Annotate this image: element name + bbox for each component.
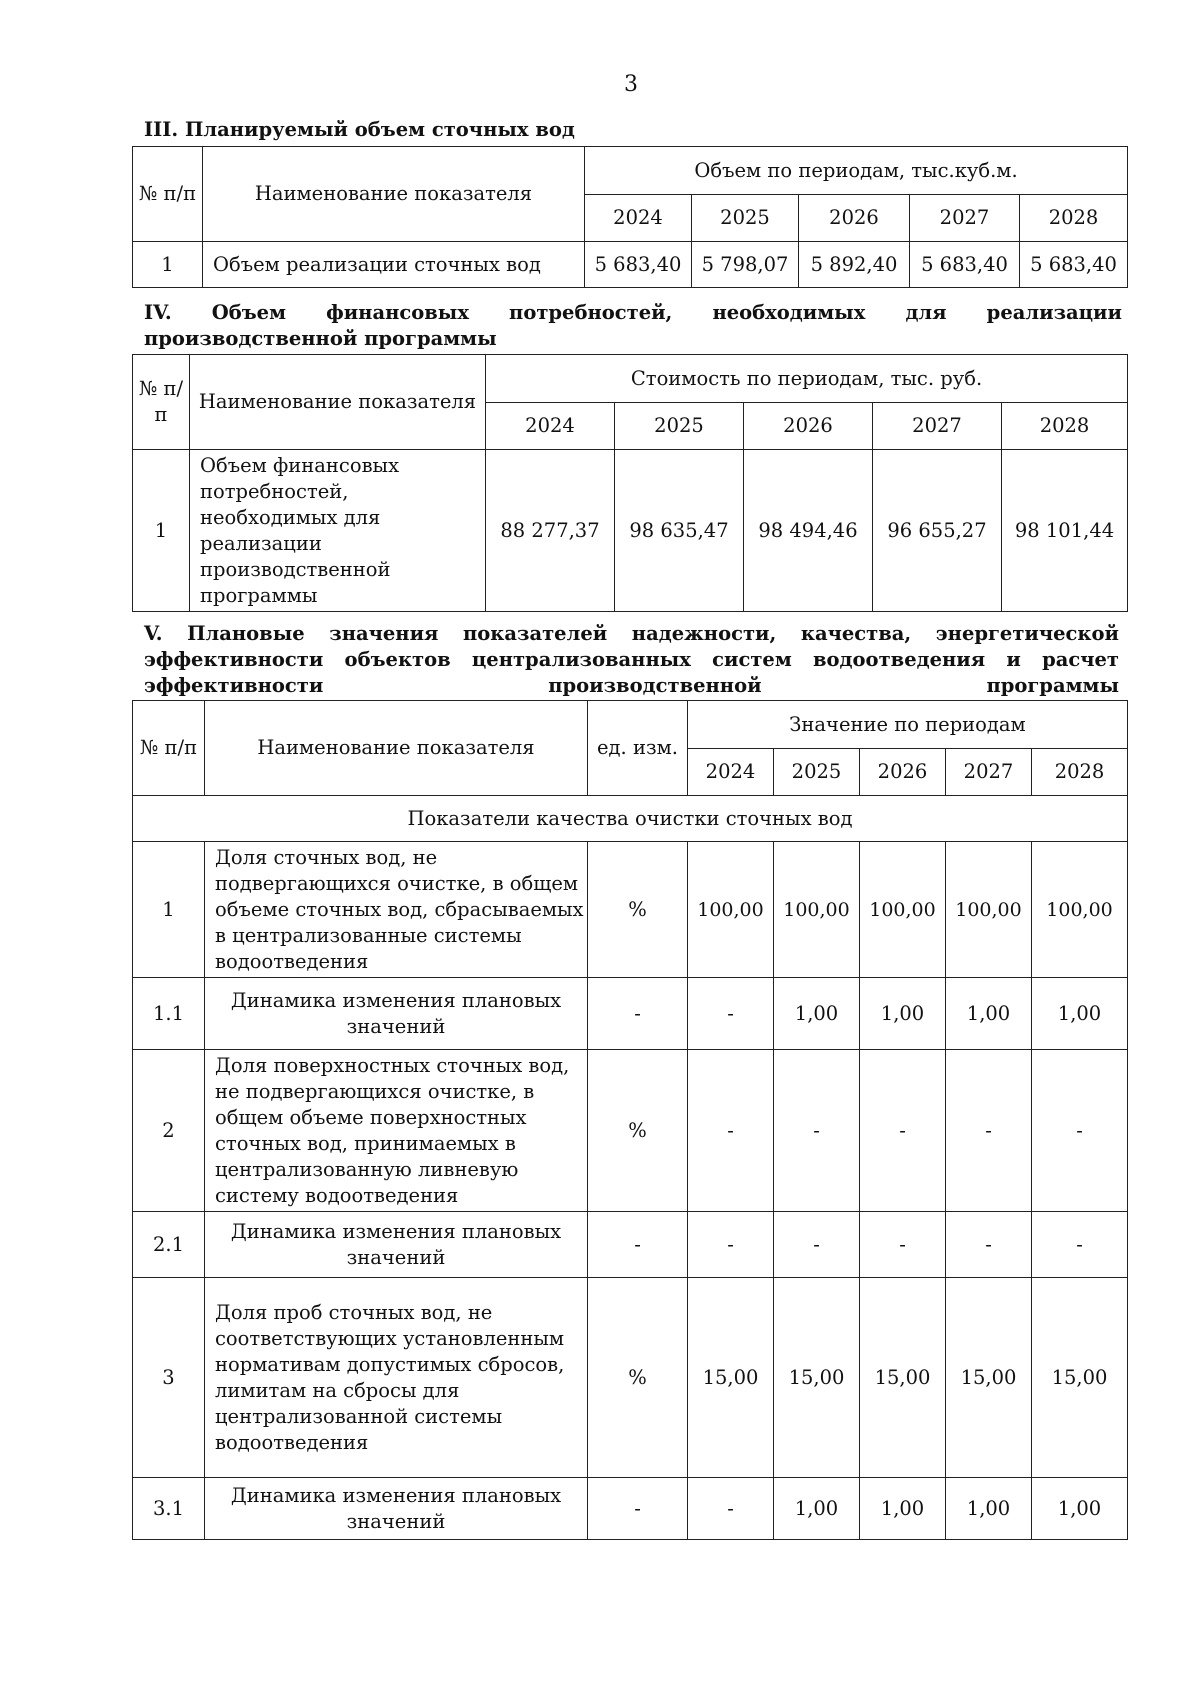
col-unit-header: ед. изм. [588, 701, 688, 796]
table-row [133, 842, 1128, 978]
row-value: 88 277,37 [486, 450, 615, 612]
row-value: 1,00 [774, 1478, 860, 1540]
row-value: 1,00 [774, 978, 860, 1050]
row-value: 15,00 [946, 1278, 1032, 1478]
row-value: - [946, 1050, 1032, 1212]
row-name: Динамика изменения плановых значений [205, 1478, 588, 1540]
year-header: 2025 [774, 749, 860, 796]
year-header: 2028 [1020, 195, 1128, 242]
table-row [133, 1478, 1128, 1540]
year-header: 2027 [873, 403, 1002, 450]
year-header: 2026 [744, 403, 873, 450]
year-header: 2024 [486, 403, 615, 450]
row-value: 1,00 [1032, 978, 1128, 1050]
row-unit: - [588, 1478, 688, 1540]
row-value: 5 683,40 [910, 242, 1020, 288]
table-row [133, 1212, 1128, 1278]
row-value: 5 798,07 [692, 242, 799, 288]
row-value: - [860, 1212, 946, 1278]
col-no-header: № п/п [133, 147, 203, 242]
row-no: 3 [133, 1278, 205, 1478]
row-unit: % [588, 842, 688, 978]
table-row [133, 1278, 1128, 1478]
row-value: 15,00 [1032, 1278, 1128, 1478]
row-no: 2 [133, 1050, 205, 1212]
row-value: 5 892,40 [799, 242, 910, 288]
row-value: 1,00 [860, 1478, 946, 1540]
row-value: 100,00 [946, 842, 1032, 978]
group-title: Показатели качества очистки сточных вод [133, 796, 1128, 842]
year-header: 2026 [799, 195, 910, 242]
row-name: Объем реализации сточных вод [203, 242, 585, 288]
row-name: Доля поверхностных сточных вод, не подвергающихся очистке, в общем объеме поверхностных сточных вод, принимаемых в централизованную ливневую систему водоотведения [205, 1050, 588, 1212]
row-unit: - [588, 1212, 688, 1278]
row-value: 15,00 [860, 1278, 946, 1478]
row-value: - [688, 978, 774, 1050]
col-name-header: Наименование показателя [190, 355, 486, 450]
row-unit: % [588, 1050, 688, 1212]
row-value: - [688, 1050, 774, 1212]
row-value: 1,00 [946, 1478, 1032, 1540]
row-name: Динамика изменения плановых значений [205, 1212, 588, 1278]
row-value: 1,00 [860, 978, 946, 1050]
year-header: 2025 [692, 195, 799, 242]
row-value: - [688, 1478, 774, 1540]
row-unit: % [588, 1278, 688, 1478]
row-name: Динамика изменения плановых значений [205, 978, 588, 1050]
col-period-header: Значение по периодам [688, 701, 1128, 749]
col-no-header: № п/п [133, 701, 205, 796]
row-value: - [688, 1212, 774, 1278]
col-no-header: № п/п [133, 355, 190, 450]
table-row [133, 242, 1128, 288]
row-value: 1,00 [1032, 1478, 1128, 1540]
row-no: 1 [133, 450, 190, 612]
row-value: - [860, 1050, 946, 1212]
row-value: 98 635,47 [615, 450, 744, 612]
row-value: - [1032, 1050, 1128, 1212]
section-5-table [132, 700, 1128, 1540]
row-value: 5 683,40 [585, 242, 692, 288]
year-header: 2028 [1032, 749, 1128, 796]
row-value: - [774, 1212, 860, 1278]
row-value: 100,00 [1032, 842, 1128, 978]
table-row [133, 978, 1128, 1050]
page-number: 3 [624, 72, 638, 97]
year-header: 2027 [946, 749, 1032, 796]
table-row [133, 450, 1128, 612]
section-3-table [132, 146, 1128, 288]
row-value: 96 655,27 [873, 450, 1002, 612]
col-period-header: Стоимость по периодам, тыс. руб. [486, 355, 1128, 403]
year-header: 2024 [585, 195, 692, 242]
year-header: 2027 [910, 195, 1020, 242]
row-value: 5 683,40 [1020, 242, 1128, 288]
row-value: 15,00 [774, 1278, 860, 1478]
row-unit: - [588, 978, 688, 1050]
year-header: 2024 [688, 749, 774, 796]
col-name-header: Наименование показателя [205, 701, 588, 796]
row-value: - [1032, 1212, 1128, 1278]
row-value: 100,00 [688, 842, 774, 978]
col-period-header: Объем по периодам, тыс.куб.м. [585, 147, 1128, 195]
row-value: 1,00 [946, 978, 1032, 1050]
section-4-table [132, 354, 1128, 612]
year-header: 2025 [615, 403, 744, 450]
row-no: 3.1 [133, 1478, 205, 1540]
row-value: 98 101,44 [1002, 450, 1128, 612]
table-row [133, 1050, 1128, 1212]
row-value: - [946, 1212, 1032, 1278]
row-value: 15,00 [688, 1278, 774, 1478]
row-no: 2.1 [133, 1212, 205, 1278]
row-value: - [774, 1050, 860, 1212]
section-5-heading: V. Плановые значения показателей надежности, качества, энергетической эффективности объектов централизованных систем водоотведения и расчет эффективности производственной программы [144, 622, 1119, 697]
row-name: Доля сточных вод, не подвергающихся очистке, в общем объеме сточных вод, сбрасываемых в централизованные системы водоотведения [205, 842, 588, 978]
row-value: 98 494,46 [744, 450, 873, 612]
row-value: 100,00 [774, 842, 860, 978]
row-value: 100,00 [860, 842, 946, 978]
section-4-heading: IV. Объем финансовых потребностей, необходимых для реализации производственной программы [144, 301, 1122, 350]
section-3-heading: III. Планируемый объем сточных вод [144, 118, 575, 141]
row-name: Доля проб сточных вод, не соответствующих установленным нормативам допустимых сбросов, лимитам на сбросы для централизованной системы водоотведения [205, 1278, 588, 1478]
year-header: 2026 [860, 749, 946, 796]
year-header: 2028 [1002, 403, 1128, 450]
row-no: 1 [133, 242, 203, 288]
row-name: Объем финансовых потребностей, необходимых для реализации производственной программы [190, 450, 486, 612]
row-no: 1.1 [133, 978, 205, 1050]
row-no: 1 [133, 842, 205, 978]
col-name-header: Наименование показателя [203, 147, 585, 242]
